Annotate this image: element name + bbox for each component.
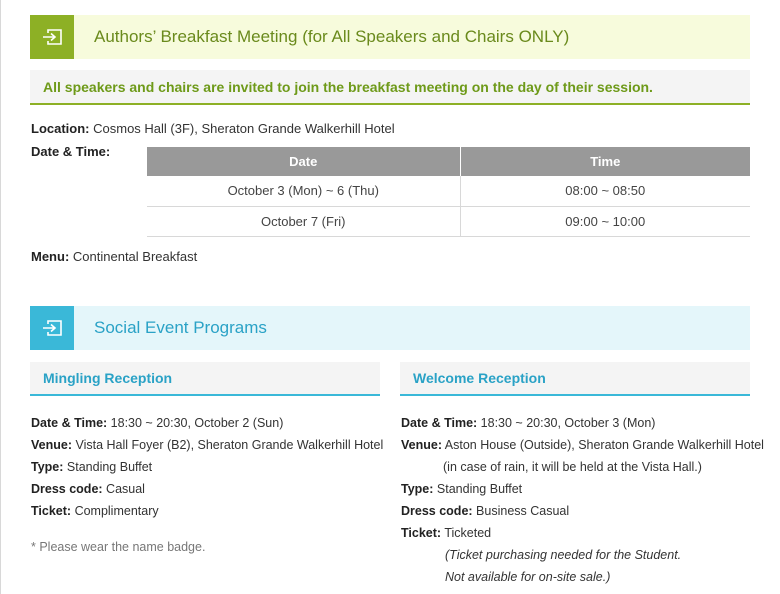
date-column-header: Date <box>147 147 460 176</box>
menu-value: Continental Breakfast <box>72 249 198 264</box>
welcome-title: Welcome Reception <box>400 362 750 396</box>
table-row <box>147 176 750 206</box>
datetime-label: Date & Time: <box>401 416 478 430</box>
mingling-venue <box>31 434 384 456</box>
datetime-line <box>31 144 110 159</box>
mingling-dress-code <box>31 478 380 500</box>
ticket-label: Ticket: <box>31 504 72 518</box>
type-label: Type: <box>31 460 64 474</box>
dress-value: Business Casual <box>476 504 570 518</box>
location-line <box>31 121 395 136</box>
datetime-label: Date & Time: <box>31 144 111 159</box>
table-cell-date: October 7 (Fri) <box>147 206 460 236</box>
table-row <box>147 206 750 236</box>
welcome-venue <box>401 434 764 456</box>
enter-arrow-icon <box>30 15 74 59</box>
enter-arrow-icon <box>30 306 74 350</box>
welcome-reception-panel <box>400 362 764 588</box>
breakfast-notice: All speakers and chairs are invited to join the breakfast meeting on the day of their session. <box>30 70 750 105</box>
venue-value: Vista Hall Foyer (B2), Sheraton Grande Walkerhill Hotel <box>75 438 384 452</box>
mingling-type <box>31 456 380 478</box>
breakfast-schedule-table <box>147 147 750 237</box>
ticket-label: Ticket: <box>401 526 442 540</box>
datetime-value: 18:30 ~ 20:30, October 3 (Mon) <box>480 416 656 430</box>
table-cell-date: October 3 (Mon) ~ 6 (Thu) <box>147 176 460 206</box>
welcome-type <box>401 478 750 500</box>
menu-line <box>31 249 197 264</box>
datetime-label: Date & Time: <box>31 416 108 430</box>
table-cell-time: 09:00 ~ 10:00 <box>460 206 750 236</box>
venue-value: Aston House (Outside), Sheraton Grande Walkerhill Hotel <box>444 438 764 452</box>
ticket-note-line-2: Not available for on-site sale.) <box>445 570 611 584</box>
dress-label: Dress code: <box>401 504 473 518</box>
ticket-value: Complimentary <box>74 504 159 518</box>
social-section-header <box>30 306 750 350</box>
venue-label: Venue: <box>31 438 72 452</box>
table-cell-time: 08:00 ~ 08:50 <box>460 176 750 206</box>
mingling-ticket <box>31 500 380 522</box>
location-label: Location: <box>31 121 90 136</box>
welcome-datetime <box>401 412 750 434</box>
menu-label: Menu: <box>31 249 70 264</box>
left-border <box>0 0 1 594</box>
dress-value: Casual <box>106 482 145 496</box>
mingling-reception-panel <box>30 362 384 558</box>
welcome-dress-code <box>401 500 750 522</box>
type-value: Standing Buffet <box>436 482 523 496</box>
venue-label: Venue: <box>401 438 442 452</box>
mingling-title: Mingling Reception <box>30 362 380 396</box>
dress-label: Dress code: <box>31 482 103 496</box>
ticket-value: Ticketed <box>444 526 492 540</box>
breakfast-section-header <box>30 15 750 59</box>
datetime-value: 18:30 ~ 20:30, October 2 (Sun) <box>110 416 284 430</box>
type-label: Type: <box>401 482 434 496</box>
mingling-datetime <box>31 412 380 434</box>
ticket-note-line-1: (Ticket purchasing needed for the Student. <box>445 548 682 562</box>
time-column-header: Time <box>460 147 750 176</box>
social-title: Social Event Programs <box>94 318 267 337</box>
location-value: Cosmos Hall (3F), Sheraton Grande Walkerhill Hotel <box>93 121 395 136</box>
welcome-ticket <box>401 522 750 544</box>
welcome-venue-note: (in case of rain, it will be held at the Vista Hall.) <box>443 460 702 474</box>
breakfast-title: Authors’ Breakfast Meeting (for All Speakers and Chairs ONLY) <box>94 27 570 46</box>
type-value: Standing Buffet <box>66 460 153 474</box>
name-badge-note: * Please wear the name badge. <box>31 540 206 554</box>
table-header-row <box>147 147 750 176</box>
